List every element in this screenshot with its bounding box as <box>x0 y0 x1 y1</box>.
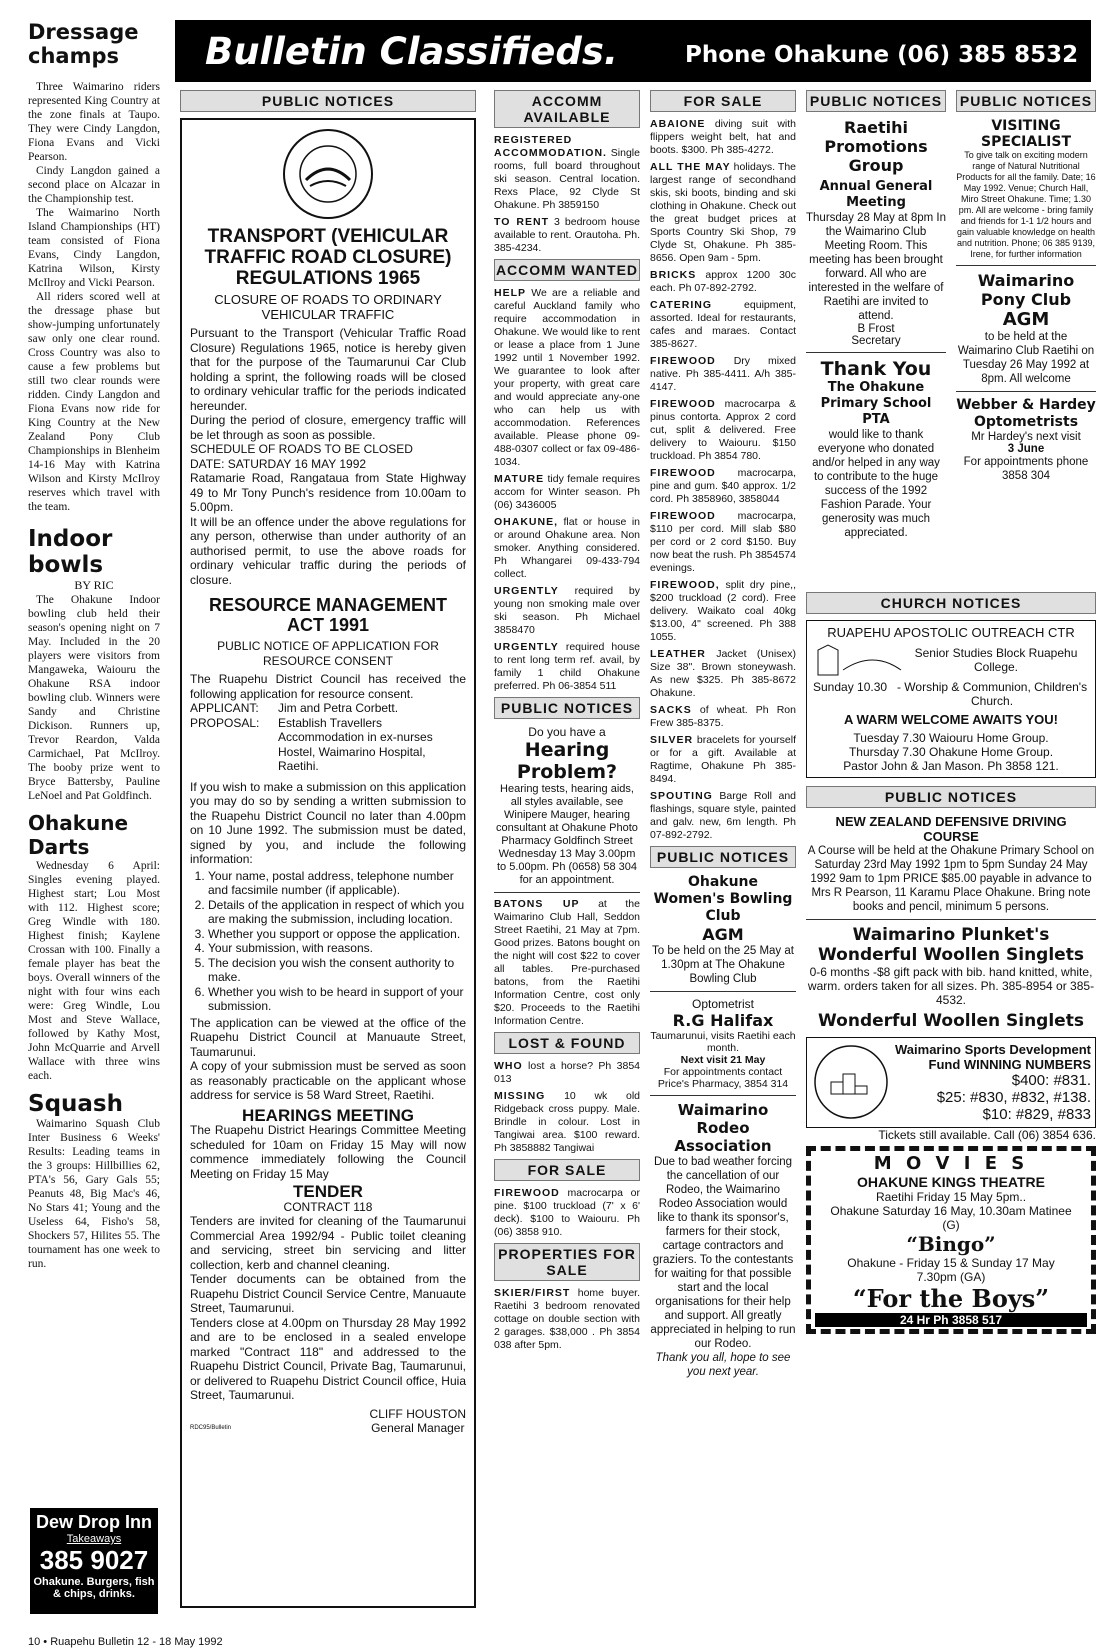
dewdrop-phone: 385 9027 <box>39 1545 149 1575</box>
proposal-label: PROPOSAL: <box>190 715 260 730</box>
ad-lead: WHO <box>494 1060 523 1072</box>
hearings-title: HEARINGS MEETING <box>242 1105 414 1125</box>
plunket-title: Waimarino Plunket's Wonderful Woollen Singlets <box>818 925 1084 965</box>
ad-lead: FIREWOOD <box>650 355 716 367</box>
ad-lead: FIREWOOD <box>650 510 716 522</box>
transport-body: Pursuant to the Transport (Vehicular Traffic Road Closure) Regulations 1965, notice is hereby given that for the purpose of the Taumarunui Car Club holding a sprint, the following roads will be closed to ordinary vehicular traffic for the periods indicated hereunder. <box>190 326 466 413</box>
thanks-title: Thank You <box>820 358 932 380</box>
rpg-sub: Annual General Meeting <box>819 179 933 210</box>
church-notices-header: CHURCH NOTICES <box>806 592 1096 614</box>
ad-text: lost a horse? Ph 3854 013 <box>494 1060 640 1085</box>
dressage-title: Dressage champs <box>28 20 139 68</box>
darts-title: Ohakune Darts <box>28 811 129 859</box>
apostolic-line: Thursday 7.30 Ohakune Home Group. <box>848 745 1054 759</box>
apostolic-what: - Worship & Communion, Children's Church. <box>896 680 1088 708</box>
movies-phone: 24 Hr Ph 3858 517 <box>815 1313 1087 1327</box>
hearing-title: Hearing Problem? <box>516 739 618 783</box>
ad-lead: OHAKUNE, <box>494 516 559 528</box>
ad-lead: SILVER <box>650 734 694 746</box>
driving-title: NEW ZEALAND DEFENSIVE DRIVING COURSE <box>835 814 1067 844</box>
ad-text: required house to rent long term ref. avail, by family 1 child Ohakune preferred. Ph 06-3854 511 <box>494 641 640 692</box>
ad-text: macrocarpa, $110 per cord. Mill slab $80 per cord or 2 cord $150. Buy now beat the rush. Ph 3854574 evenings. <box>650 510 796 574</box>
applicant-value: Jim and Petra Corbett. <box>278 701 399 715</box>
ad-lead: TO RENT <box>494 216 550 228</box>
submission-list <box>190 869 466 1014</box>
ad-text: tidy female requires accom for Winter season. Ph (06) 3436005 <box>494 473 640 511</box>
tender-title: TENDER <box>293 1182 363 1201</box>
ad-lead: MATURE <box>494 473 545 485</box>
sports-prize: $400: #831. <box>1011 1072 1091 1089</box>
rpg-role: Secretary <box>851 335 901 347</box>
schedule-road: Ratamarie Road, Rangataua from State Highway 49 to Mr Tony Punch's residence from 10.00am to 5.00pm. <box>190 471 466 514</box>
movies-line: Ohakune Saturday 16 May, 10.30am Matinee <box>830 1204 1072 1218</box>
apostolic-line: Tuesday 7.30 Waiouru Home Group. <box>853 731 1049 745</box>
movies-box <box>806 1146 1096 1334</box>
apostolic-welcome: A WARM WELCOME AWAITS YOU! <box>843 712 1058 727</box>
rma-copy: A copy of your submission must be served as soon as reasonably practicable on the applicant whose address for service is 58 Ward Street, Raetihi. <box>190 1059 466 1102</box>
submission-item: 6. Whether you wish to be heard in support of your submission. <box>208 985 466 1014</box>
ad-lead: ALL THE MAY <box>650 161 731 173</box>
hearing-body: Hearing tests, hearing aids, all styles available, see Winipere Mauger, hearing consultant at Ohakune Photo Pharmacy Goldfinch Street Wednesday 13 May 3.00pm to 5.00pm. Ph (0658) 58 304 for an appointment. <box>496 783 638 886</box>
sports-foot: Tickets still available. Call (06) 3854 636. <box>878 1128 1096 1142</box>
ad-text: 10 wk old Ridgeback cross puppy. Male. Brindle in colour. Lost in Tangiwai area. $100 reward. Ph 3858882 Tangiwai <box>494 1090 640 1154</box>
dewdrop-tag: Ohakune. Burgers, fish & chips, drinks. <box>33 1576 155 1600</box>
transport-offence: It will be an offence under the above regulations for any person, otherwise than under authority of an authorised permit, to use the above roads for ordinary vehicular traffic during the periods of closure. <box>190 514 466 587</box>
ad-text: We are a reliable and careful Auckland family who require accommodation in Ohakune. We would like to rent or lease a place from 1 June 1992 until 1 November 1992. We guarantee to look after your property, with great care and would appreciate any-one who can help us with accommodation. References available. Please phone 09-488-0307 collect or fax 09-486-1034. <box>494 287 640 468</box>
properties-header: PROPERTIES FOR SALE <box>494 1243 640 1281</box>
pony-title: Waimarino Pony Club <box>977 271 1075 309</box>
tender-body: Tenders are invited for cleaning of the Taumarunui Commercial Area 1992/94 - Public toilet cleaning and servicing, street bin servicing and litter collection, kerb and channel cleaning. <box>190 1214 466 1272</box>
pony-body: to be held at the Waimarino Club Raetihi on Tuesday 26 May 1992 at 8pm. All welcome <box>957 331 1095 385</box>
dressage-para: All riders scored well at the dressage phase but show-jumping unfortunately saw only one clear round. Cross Country was also to cause a few problems but still two clear rounds were ridden. Cindy Langdon and Fiona Evans now ride for King Country at the New Zealand Pony Club Championships in Blenheim 14-16 May with Katrina Wilson and Kirsty McIlroy reserves which travel with the team. <box>28 291 160 513</box>
ad-text: macrocarpa & pinus contorta. Approx 2 cord cut, split & delivered. Free delivery to Waiouru. $150 truckload. Ph 3854 780. <box>650 398 796 462</box>
ad-text: approx 1200 30c each. Ph 07-892-2792. <box>650 269 796 294</box>
sports-logo <box>811 1042 891 1122</box>
ad-lead: SACKS <box>650 704 692 716</box>
rpg-body: Thursday 28 May at 8pm In the Waimarino Club Meeting Room. This meeting has been brought forward. All who are interested in the welfare of Raetihi are invited to attend. <box>806 212 946 322</box>
vs-title: VISITING SPECIALIST <box>981 118 1071 150</box>
sports-title: Waimarino Sports Development Fund WINNING NUMBERS <box>895 1042 1091 1072</box>
dressage-para: Three Waimarino riders represented King Country at the zone finals at Taupo. They were Cindy Langdon, Fiona Evans and Vicki Pearson. <box>28 81 160 163</box>
ad-text: of wheat. Ph Ron Frew 385-8375. <box>650 704 796 729</box>
classifieds-banner <box>175 20 1091 82</box>
public-notices-header: PUBLIC NOTICES <box>806 90 946 112</box>
public-notices-header: PUBLIC NOTICES <box>956 90 1096 112</box>
ad-code: RDC95/Bulletin <box>190 1425 232 1431</box>
rpg-title: Raetihi Promotions Group <box>824 118 928 175</box>
rodeo-body: Due to bad weather forcing the cancellation of our Rodeo, the Waimarino Rodeo Association would like to thank its sponsor's, farmers for their stock, cartage contractors and graziers. To the contestants for waiting for that possible start and the local organisations for their help and support. All greatly appreciated in helping to run our Rodeo. <box>650 1156 796 1350</box>
ad-lead: SKIER/FIRST <box>494 1287 571 1299</box>
ad-text: macrocarpa, pine and gum. $40 approx. 1/2 cord. Ph 3858960, 3858044 <box>650 467 796 505</box>
sports-box <box>806 1037 1096 1128</box>
for-sale-header: FOR SALE <box>650 90 796 112</box>
schedule-date: DATE: SATURDAY 16 MAY 1992 <box>190 456 367 471</box>
ad-text: flat or house in or around Ohakune area. Non smoker. Anything considered. Ph Whangarei 09-433-794 collect. <box>494 516 640 580</box>
dewdrop-name: Dew Drop Inn <box>36 1512 152 1532</box>
opt-next: Next visit 21 May <box>680 1054 766 1066</box>
apostolic-box <box>806 620 1096 778</box>
rodeo-title: Waimarino Rodeo Association <box>674 1101 772 1155</box>
church-and-events-column <box>806 590 1096 1640</box>
ad-lead: URGENTLY <box>494 641 559 653</box>
opt-body2: For appointments contact Price's Pharmacy, 3854 314 <box>657 1066 789 1090</box>
ad-lead: HELP <box>494 287 527 299</box>
ad-lead: FIREWOOD <box>494 1187 560 1199</box>
public-notices-header: PUBLIC NOTICES <box>806 786 1096 808</box>
council-notice-box <box>180 118 476 1608</box>
ad-lead: MISSING <box>494 1090 546 1102</box>
ad-lead: CATERING <box>650 299 713 311</box>
proposal-value: Establish Travellers Accommodation in ex-nurses Hostel, Waimarino Hospital, Raetihi. <box>278 715 433 773</box>
apostolic-line: Pastor John & Jan Mason. Ph 3858 121. <box>843 759 1059 773</box>
ad-lead: FIREWOOD <box>650 467 716 479</box>
movies-rating: (G) <box>942 1218 960 1232</box>
ad-text: holidays. The largest range of secondhand skis, ski boots, binding and ski clothing in Ohakune. Check out the great budget prices at Sports Country Ski Shop, 79 Clyde St, Ohakune. Ph 385-8656. Open 9am - 5pm. <box>650 161 796 264</box>
transport-body: During the period of closure, emergency traffic will be let through as soon as possible. <box>190 413 466 442</box>
ad-text: split dry pine,, $200 truckload (2 cord). Free delivery. Waikato coal 40kg $13.00, 4" screened. Ph 388 1055. <box>650 579 796 643</box>
wh-title: Webber & Hardey Optometrists <box>956 397 1096 430</box>
dewdrop-ad <box>30 1508 158 1614</box>
ad-text: Barge Roll and flashings, square style, painted and galv. new, 6m length. Ph 07-892-2792. <box>650 790 796 841</box>
ad-lead: REGISTERED ACCOMMODATION. <box>494 134 607 159</box>
signer-title: General Manager <box>371 1421 465 1435</box>
movies-title: M O V I E S <box>873 1153 1029 1174</box>
accomm-available-header: ACCOMM AVAILABLE <box>494 90 640 128</box>
ad-text: 3 bedroom house available to rent. Orautoha. Ph. 385-4234. <box>494 216 640 254</box>
dressage-para: Cindy Langdon gained a second place on Alcazar in the Championship test. <box>28 165 160 205</box>
movies-sub: OHAKUNE KINGS THEATRE <box>857 1174 1045 1190</box>
submission-item: 3. Whether you support or oppose the application. <box>208 927 466 942</box>
movies-line: 7.30pm (GA) <box>916 1270 986 1284</box>
transport-title: TRANSPORT (VEHICULAR TRAFFIC ROAD CLOSURE) REGULATIONS 1965 <box>204 226 452 289</box>
banner-phone: Phone Ohakune (06) 385 8532 <box>685 42 1079 68</box>
ad-lead: FIREWOOD <box>650 398 716 410</box>
rma-body: The Ruapehu District Council has received the following application for resource consent. <box>190 672 466 701</box>
ad-text: macrocarpa or pine. $100 truckload (7' x 6' deck). $100 to Waiouru. Ph (06) 3858 910. <box>494 1187 640 1238</box>
wbc-agm: AGM <box>702 925 744 944</box>
apostolic-time: Sunday 10.30 <box>813 680 888 694</box>
ad-text: Jacket (Unisex) Size 38". Brown stoneywash. As new $325. Ph 385-8672 Ohakune. <box>650 648 796 699</box>
tender-contract: CONTRACT 118 <box>283 1199 373 1214</box>
submission-item: 5. The decision you wish the consent authority to make. <box>208 956 466 985</box>
ad-text: at the Waimarino Club Hall, Seddon Street Raetihi, 21 May at 7pm. Good prizes. Batons bought on the night will cost $22 to cover all tables. Pre-purchased batons, from the Raetihi Information Centre, cost only $20. Proceeds to the Raetihi Information Centre. <box>494 898 640 1027</box>
ad-text: bracelets for yourself or for a gift. Available at Ragtime, Ohakune Ph 385-8494. <box>650 734 796 785</box>
plunket-title2: Wonderful Woollen Singlets <box>818 1011 1084 1031</box>
squash-title: Squash <box>28 1091 123 1117</box>
movie-bingo: “Bingo” <box>906 1232 996 1256</box>
public-notices-header: PUBLIC NOTICES <box>494 697 640 719</box>
apostolic-loc: Senior Studies Block Ruapehu College. <box>914 646 1078 674</box>
ad-text: equipment, assorted. Ideal for restaurants, cafes and maraes. Contact 385-8627. <box>650 299 796 350</box>
rpg-sign: B Frost <box>857 323 895 335</box>
bowls-title: Indoor bowls <box>28 526 113 578</box>
bowls-byline: BY RIC <box>74 578 114 592</box>
dressage-para: The Waimarino North Island Championships (HT) team consisted of Fiona Evans, Cindy Langdon, Katrina Wilson, Kirsty McIlroy and Vicki Pearson. <box>28 207 160 289</box>
ad-lead: URGENTLY <box>494 585 559 597</box>
rma-title: RESOURCE MANAGEMENT ACT 1991 <box>208 595 447 635</box>
for-sale-column <box>650 88 796 1643</box>
page-footer: 10 • Ruapehu Bulletin 12 - 18 May 1992 <box>28 1636 223 1648</box>
wh-date: 3 June <box>1007 443 1045 455</box>
movies-line: Ohakune - Friday 15 & Sunday 17 May <box>847 1256 1055 1270</box>
opt-name: R.G Halifax <box>672 1011 774 1030</box>
specialist-column <box>956 88 1096 578</box>
tender-body: Tenders close at 4.00pm on Thursday 28 May 1992 and are to be enclosed in a sealed envelope marked "Contract 118" and addressed to the Ruapehu District Council, Private Bag, Taumarunui, or delivered to Ruapehu District Council office, Huia Street, Taumarunui. <box>190 1315 466 1402</box>
rma-submission: If you wish to make a submission on this application you may do so by sending a written submission to the Ruapehu District Council no later than 4.00pm on 10 June 1992. The submission must be dated, signed by you, and include the following information: <box>190 779 466 866</box>
rma-view: The application can be viewed at the office of the Ruapehu District Council at Manuaute Street, Taumarunui. <box>190 1015 466 1059</box>
wh-body: Mr Hardey's next visit <box>971 431 1081 443</box>
tender-body: Tender documents can be obtained from the Ruapehu District Council Service Centre, Manuaute Street, Taumarunui. <box>190 1272 466 1315</box>
opt-pre: Optometrist <box>691 997 754 1011</box>
ad-lead: ABAIONE <box>650 118 706 130</box>
darts-body: Wednesday 6 April: Singles evening played. Highest start; Lou Most with 112. Highest score; Greg Windle with 180. Highest finish; Kaylene Crossan with 100. Finally a female player has beat the boys. Overall winners of the night with four wins each were: Greg Windle, Lou Most and Steve Wallace, followed by Kathy Most, John McQuarrie and Arvell Wallace with three wins each. <box>28 860 160 1082</box>
rodeo-end: Thank you all, hope to see you next year. <box>655 1352 791 1378</box>
dewdrop-sub: Takeaways <box>66 1533 122 1545</box>
opt-body: Taumarunui, visits Raetihi each month. <box>650 1030 796 1054</box>
ad-text: Single rooms, full board throughout ski season. Central location. Rexs Place, 92 Clyde St Ohakune. Ph 3859150 <box>494 147 640 211</box>
plunket-body: 0-6 months -$8 gift pack with bib. hand knitted, white, warm. orders taken for all sizes. Ph. 385-8954 or 385-4532. <box>807 965 1095 1007</box>
church-icon <box>813 640 903 680</box>
wh-body2: For appointments phone 3858 304 <box>963 456 1089 482</box>
bowls-body: The Ohakune Indoor bowling club held their season's opening night on 7 May. Included in the 20 players were visitors from Mangaweka, Waiouru the Ohakune RSA indoor bowling club. Winners were Sandy and Christine Dickison. Runners up, Trevor Reardon, Valda Carmichael, Pat McIlroy. The booby prize went to Bryce Battersby, Pauline LeNoel and Pat Goldfinch. <box>28 594 160 802</box>
submission-item: 4. Your submission, with reasons. <box>208 941 466 956</box>
ad-text: home buyer. Raetihi 3 bedroom renovated cottage on double section with 2 garages. $38,000 . Ph 3854 038 after 5pm. <box>494 1287 640 1351</box>
schedule-heading: SCHEDULE OF ROADS TO BE CLOSED <box>190 442 413 456</box>
wbc-title: Ohakune Women's Bowling Club <box>653 874 793 924</box>
signer-name: CLIFF HOUSTON <box>369 1406 466 1421</box>
hearings-body: The Ruapehu District Hearings Committee Meeting scheduled for 10am on Friday 15 May will now commence immediately following the Council Meeting on Friday 15 May <box>190 1123 466 1181</box>
applicant-label: APPLICANT: <box>190 701 259 715</box>
ad-lead: FIREWOOD, <box>650 579 720 591</box>
sports-prize: $25: #830, #832, #138. <box>936 1089 1091 1106</box>
sports-prize: $10: #829, #833 <box>982 1106 1091 1123</box>
submission-item: 1. Your name, postal address, telephone number and facsimile number (if applicable). <box>208 869 466 898</box>
council-notices-column <box>180 88 476 1643</box>
apostolic-title: RUAPEHU APOSTOLIC OUTREACH CTR <box>827 625 1075 640</box>
movies-line: Raetihi Friday 15 May 5pm.. <box>875 1190 1027 1204</box>
submission-item: 2. Details of the application in respect of which you are making the submission, including location. <box>208 898 466 927</box>
ad-text: required by young non smoking male over ski season. Ph Michael 3858470 <box>494 585 640 636</box>
movie-for-the-boys: “For the Boys” <box>852 1284 1050 1313</box>
ad-text: Dry mixed native. Ph 385-4411. A/h 385-4147. <box>650 355 796 393</box>
thanks-sub: The Ohakune Primary School PTA <box>820 380 932 427</box>
for-sale-header: FOR SALE <box>494 1159 640 1181</box>
accomm-wanted-header: ACCOMM WANTED <box>494 259 640 281</box>
raetihi-column <box>806 88 946 578</box>
council-logo <box>268 126 388 222</box>
hearing-pre: Do you have a <box>528 725 606 739</box>
banner-title: Bulletin Classifieds. <box>205 30 618 73</box>
driving-body: A Course will be held at the Ohakune Primary School on Saturday 23rd May 1992 1pm to 5pm Sunday 24 May 1992 9am to 1pm PRICE $85.00 payable in advance to Mrs R Pearson, 11 Karamu Place Ohakune. Bring note books and pencil, minimum 5 persons. <box>807 845 1095 913</box>
ad-lead: SPOUTING <box>650 790 713 802</box>
left-news-column <box>28 20 160 1630</box>
transport-subtitle: CLOSURE OF ROADS TO ORDINARY VEHICULAR TRAFFIC <box>214 292 442 322</box>
public-notices-header: PUBLIC NOTICES <box>180 90 476 112</box>
ad-text: diving suit with flippers weight belt, hat and boots. $300. Ph 385-4272. <box>650 118 796 156</box>
ad-lead: LEATHER <box>650 648 706 660</box>
ad-lead: BRICKS <box>650 269 697 281</box>
rma-subtitle: PUBLIC NOTICE OF APPLICATION FOR RESOURCE CONSENT <box>217 639 439 668</box>
public-notices-header: PUBLIC NOTICES <box>650 846 796 868</box>
vs-body: To give talk on exciting modern range of Natural Nutritional Products for all the family. Date; 16 May 1992. Venue; Church Hall, Miro Street Ohakune. Time; 1.30 pm. All are welcome - bring family and friends for 1-1 1/2 hours and gain valuable knowledge on health and nutrition. Phone; 06 385 9139, Irene, for further information <box>956 150 1096 259</box>
lost-found-header: LOST & FOUND <box>494 1032 640 1054</box>
pony-agm: AGM <box>1002 309 1050 330</box>
squash-body: Waimarino Squash Club Inter Business 6 Weeks' Results: Leading teams in the 3 groups: Hillbillies 62, PTA's 56, Gary Gals 55; Peanuts 48, Big Mac's 46, No Stars 41; Young and the Useless 64, Fisho's 58, Shockers 57, Hilites 55. The tournament has one week to run. <box>28 1118 160 1270</box>
accomm-column <box>494 88 640 1643</box>
ad-lead: BATONS UP <box>494 898 580 910</box>
thanks-body: would like to thank everyone who donated and/or helped in any way to contribute to the huge success of the 1992 Fashion Parade. Your generosity was much appreciated. <box>812 429 940 539</box>
wbc-body: To be held on the 25 May at 1.30pm at The Ohakune Bowling Club <box>652 945 794 985</box>
